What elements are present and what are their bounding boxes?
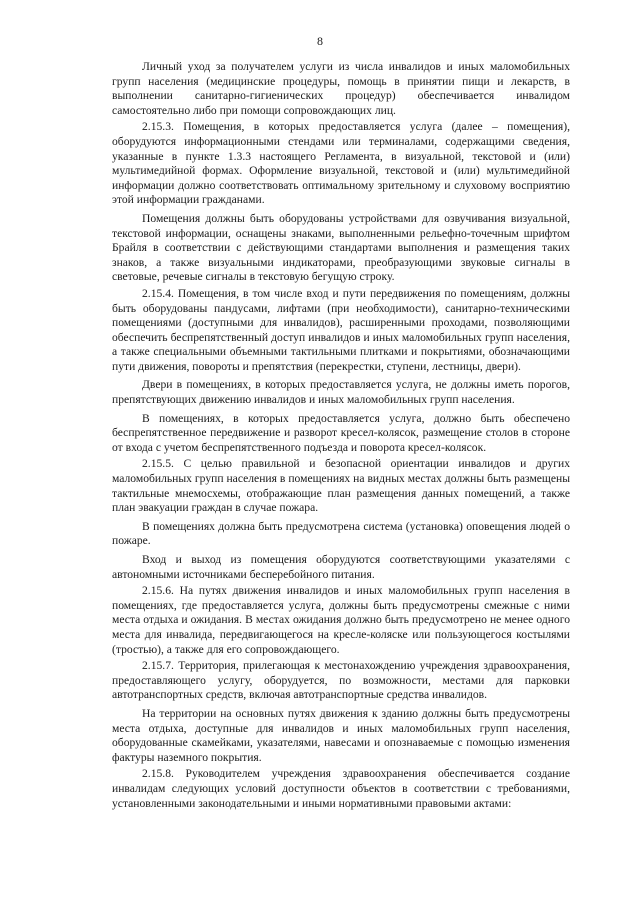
- paragraph-rest-areas: На территории на основных путях движения к зданию должны быть предусмотрены места отдыха, доступные для инвалидов и иных маломобильных групп населения, оборудованные скамейками, указателями, навесами и опознаваемые с помощью изменения фактуры наземного покрытия.: [112, 706, 570, 764]
- paragraph-doors: Двери в помещениях, в которых предоставляется услуга, не должны иметь порогов, препятствующих движению инвалидов и иных маломобильных групп населения.: [112, 378, 570, 407]
- paragraph-personal-care: Личный уход за получателем услуги из числа инвалидов и иных маломобильных групп населения (медицинские процедуры, помощь в принятии пищи и лекарств, в выполнении санитарно-гигиенических процедур) обеспечивается инвалидом самостоятельно либо при помощи сопровождающих лиц.: [112, 60, 570, 117]
- paragraph-braille-equipment: Помещения должны быть оборудованы устройствами для озвучивания визуальной, текстовой информации, оснащены знаками, выполненными рельефно-точечным шрифтом Брайля в соответствии с действующими стандартами выполнения и размещения таких знаков, а также визуальными индикаторами, преобразующими звуковые сигналы в световые, речевые сигналы в текстовую бегущую строку.: [112, 211, 570, 284]
- paragraph-2-15-3: 2.15.3. Помещения, в которых предоставляется услуга (далее – помещения), оборудуются информационными стендами или терминалами, содержащими сведения, указанные в пункте 1.3.3 настоящего Регламента, в визуальной, текстовой и (или) мультимедийной формах. Оформление визуальной, текстовой и (или) мультимедийной информации должно соответствовать оптимальному зрительному и слуховому восприятию этой информации гражданами.: [112, 120, 570, 207]
- paragraph-exit-signs: Вход и выход из помещения оборудуются соответствующими указателями с автономными источниками бесперебойного питания.: [112, 553, 570, 581]
- document-body: [112, 60, 570, 811]
- page-number: 8: [317, 34, 323, 48]
- paragraph-fire-alarm: В помещениях должна быть предусмотрена система (установка) оповещения людей о пожаре.: [112, 519, 570, 548]
- paragraph-2-15-6: 2.15.6. На путях движения инвалидов и иных маломобильных групп населения в помещениях, где предоставляется услуга, должны быть предусмотрены смежные с ними места отдыха и ожидания. В местах ожидания должно быть предусмотрено не менее одного места для инвалида, передвигающегося на кресле-коляске или пользующегося костылями (тростью), а также для его сопровождающего.: [112, 584, 570, 656]
- paragraph-2-15-7: 2.15.7. Территория, прилегающая к местонахождению учреждения здравоохранения, предоставляющего услугу, оборудуется, по возможности, местами для парковки автотранспортных средств, включая автотранспортные средства инвалидов.: [112, 659, 570, 702]
- paragraph-wheelchair-turn: В помещениях, в которых предоставляется услуга, должно быть обеспечено беспрепятственное передвижение и разворот кресел-колясок, размещение столов в стороне от входа с учетом беспрепятственного подъезда и поворота кресел-колясок.: [112, 411, 570, 454]
- paragraph-2-15-4: 2.15.4. Помещения, в том числе вход и пути передвижения по помещениям, должны быть оборудованы пандусами, лифтами (при необходимости), санитарно-техническими помещениями (доступными для инвалидов), расширенными проходами, позволяющими обеспечить беспрепятственный доступ инвалидов и иных маломобильных групп населения, а также специальными объемными тактильными плитками и покрытиями, обозначающими пути движения, повороты и препятствия (перекрестки, ступени, лестницы, двери).: [112, 286, 570, 373]
- paragraph-2-15-5: 2.15.5. С целью правильной и безопасной ориентации инвалидов и других маломобильных групп населения в помещениях на видных местах должны быть размещены тактильные мнемосхемы, отображающие план размещения данных помещений, а также план эвакуации граждан в случае пожара.: [112, 457, 570, 515]
- paragraph-2-15-8: 2.15.8. Руководителем учреждения здравоохранения обеспечивается создание инвалидам следующих условий доступности объектов в соответствии с требованиями, установленными законодательными и иными нормативными правовыми актами:: [112, 767, 570, 810]
